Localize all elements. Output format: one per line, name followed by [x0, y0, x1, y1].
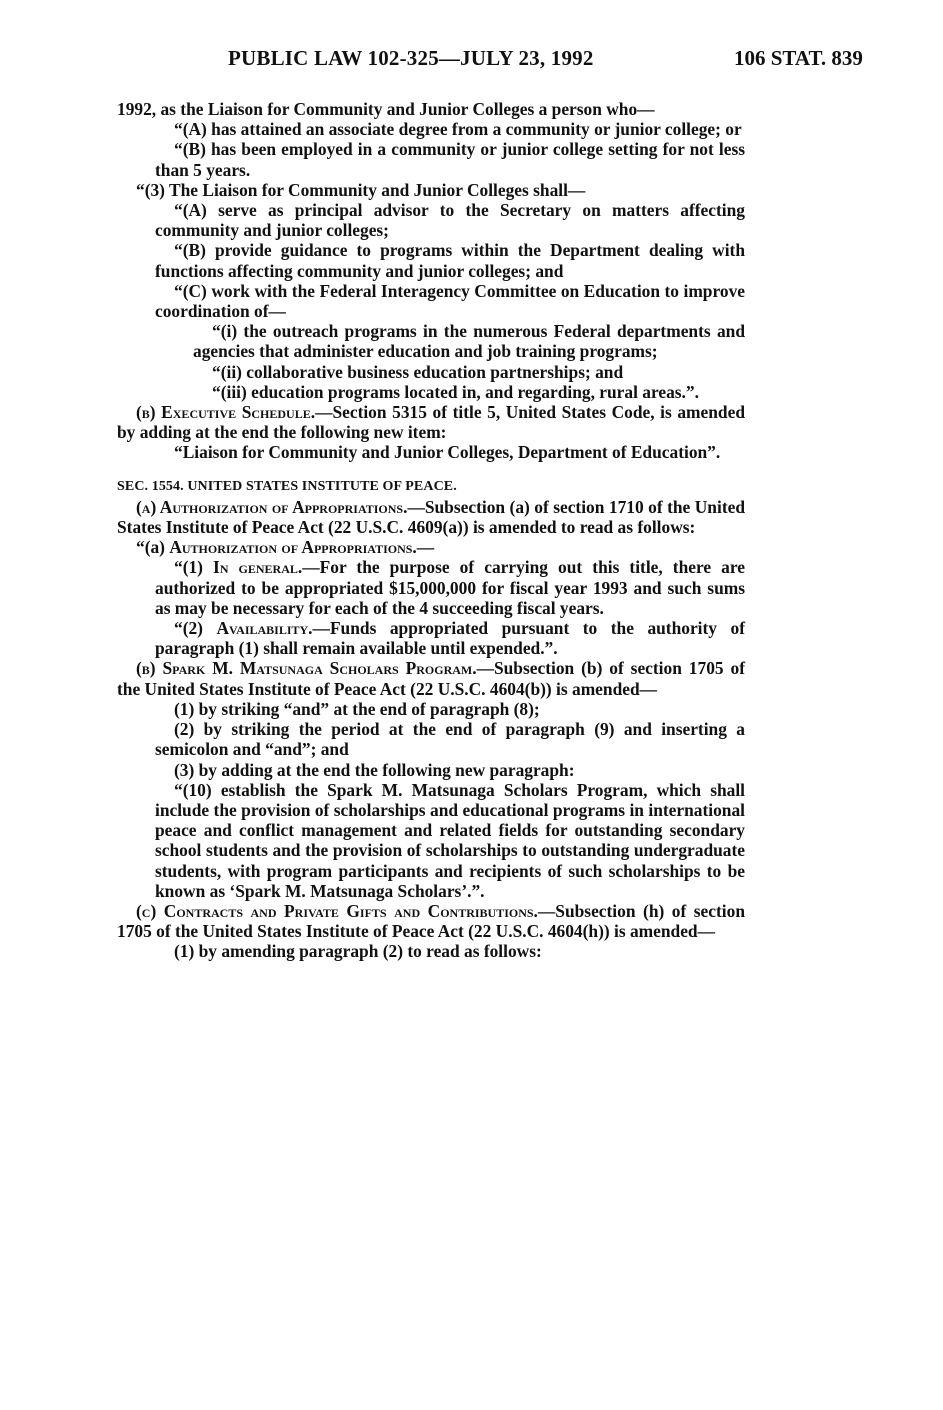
subsection-heading: (b) Spark M. Matsunaga Scholars Program.: [136, 658, 477, 679]
quote-prefix: “(2): [174, 618, 217, 639]
amendment-item: (1) by amending paragraph (2) to read as follows:: [174, 941, 542, 962]
subsection-text: —Section 5315 of title 5, United States Code, is amended by adding at the end the following new item:: [117, 402, 745, 443]
clause-a: “(A) has attained an associate degree from a community or junior college; or: [174, 119, 742, 140]
clause-b: “(B) has been employed in a community or junior college setting for not less than 5 years.: [155, 139, 745, 180]
running-head: PUBLIC LAW 102-325—JULY 23, 1992: [228, 46, 594, 70]
dash: —: [416, 537, 435, 558]
section-spacer: [117, 463, 745, 477]
paragraph-heading: Availability.: [216, 618, 313, 639]
clause-a: “(A) serve as principal advisor to the Secretary on matters affecting community and junior colleges;: [155, 200, 745, 241]
amendment-item: (3) by adding at the end the following new paragraph:: [174, 759, 575, 780]
subsection-c: [117, 901, 745, 941]
section-heading: SEC. 1554. UNITED STATES INSTITUTE OF PEACE.: [117, 478, 457, 494]
quoted-subsection-a: [117, 537, 745, 557]
clause-ii: “(ii) collaborative business education partnerships; and: [212, 361, 624, 382]
clause-iii: “(iii) education programs located in, and regarding, rural areas.”.: [212, 381, 699, 402]
new-paragraph-10: “(10) establish the Spark M. Matsunaga Scholars Program, which shall include the provision of scholarships and educational programs in international peace and conflict management and related fields for outstanding secondary school students and the provision of scholarships to outstanding undergraduate students, with program participants and recipients of such scholarships to be known as ‘Spark M. Matsunaga Scholars’.”.: [155, 779, 745, 901]
quote-prefix: “(1): [174, 557, 214, 578]
clause-i: “(i) the outreach programs in the numerous Federal departments and agencies that administer education and job training programs;: [193, 321, 745, 362]
paragraph-heading: In general.: [213, 557, 303, 578]
quote-prefix: “(a): [136, 537, 170, 558]
paragraph-text: —Funds appropriated pursuant to the authority of paragraph (1) shall remain available until expended.”.: [155, 618, 745, 659]
subsection-text: —Subsection (a) of section 1710 of the United States Institute of Peace Act (22 U.S.C. 4609(a)) is amended to read as follows:: [117, 496, 745, 538]
paragraph-3: “(3) The Liaison for Community and Junior Colleges shall—: [136, 179, 586, 200]
clause-c: “(C) work with the Federal Interagency Committee on Education to improve coordination of—: [155, 280, 745, 322]
paragraph-2: [117, 618, 745, 658]
page-header: [0, 46, 943, 76]
clause-b: “(B) provide guidance to programs within the Department dealing with functions affecting community and junior colleges; and: [155, 240, 745, 281]
subsection-a: [117, 497, 745, 537]
subsection-b: [117, 658, 745, 698]
statute-body: [117, 99, 745, 962]
paragraph-1: [117, 557, 745, 618]
new-item: “Liaison for Community and Junior Colleges, Department of Education”.: [174, 442, 721, 463]
text-line: 1992, as the Liaison for Community and Junior Colleges a person who—: [117, 99, 655, 119]
subsection-heading: (a) Authorization of Appropriations.: [136, 496, 408, 517]
amendment-item: (2) by striking the period at the end of paragraph (9) and inserting a semicolon and “and”; and: [155, 719, 745, 760]
stat-page-number: 106 STAT. 839: [734, 46, 863, 70]
paragraph-text: —For the purpose of carrying out this title, there are authorized to be appropriated $15,000,000 for fiscal year 1993 and such sums as may be necessary for each of the 4 succeeding fiscal years.: [155, 557, 745, 618]
subsection-text: —Subsection (b) of section 1705 of the United States Institute of Peace Act (22 U.S.C. 4604(b)) is amended—: [117, 658, 745, 699]
subsection-heading: (c) Contracts and Private Gifts and Contributions.: [136, 900, 538, 921]
subsection-heading: (b) Executive Schedule.: [136, 402, 316, 423]
subsection-heading: Authorization of Appropriations.: [169, 537, 417, 558]
subsection-text: —Subsection (h) of section 1705 of the United States Institute of Peace Act (22 U.S.C. 4604(h)) is amended—: [117, 900, 745, 942]
subsection-b: [117, 402, 745, 442]
amendment-item: (1) by striking “and” at the end of paragraph (8);: [174, 698, 540, 719]
